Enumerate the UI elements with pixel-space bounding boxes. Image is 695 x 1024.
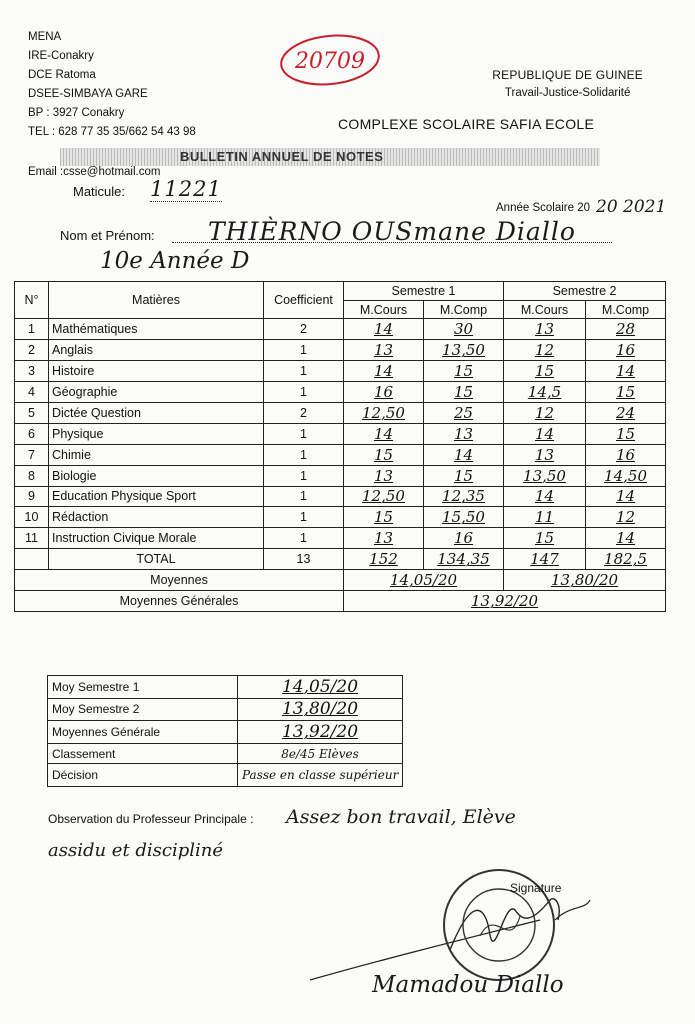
- summary-value: 8e/45 Elèves: [238, 743, 403, 764]
- coefficient: 1: [264, 423, 344, 444]
- observation-line-2: assidu et discipliné: [48, 840, 224, 861]
- s2-mcours: 14,5: [504, 382, 586, 403]
- summary-label: Moy Semestre 2: [48, 698, 238, 721]
- summary-row: [48, 676, 403, 699]
- subject-name: Géographie: [49, 382, 264, 403]
- row-number: 3: [15, 361, 49, 382]
- total-no-cell: [15, 549, 49, 570]
- grade-row: [15, 382, 666, 403]
- student-class: 10e Année D: [100, 248, 250, 274]
- col-header-coefficient: Coefficient: [264, 282, 344, 319]
- s2-mcomp: 15: [586, 423, 666, 444]
- s2-mcomp: 15: [586, 382, 666, 403]
- row-number: 9: [15, 486, 49, 507]
- grade-row: [15, 361, 666, 382]
- coefficient: 1: [264, 361, 344, 382]
- grade-row: [15, 465, 666, 486]
- row-number: 5: [15, 402, 49, 423]
- s2-mcomp: 24: [586, 402, 666, 423]
- grade-row: [15, 486, 666, 507]
- header-line: MENA: [28, 31, 62, 43]
- s2-mcours: 14: [504, 423, 586, 444]
- s1-mcours: 15: [344, 444, 424, 465]
- summary-label: Moyennes Générale: [48, 721, 238, 744]
- s1-mcours: 13: [344, 528, 424, 549]
- summary-label: Classement: [48, 743, 238, 764]
- s2-mcomp: 28: [586, 319, 666, 340]
- s2-mcomp: 14: [586, 361, 666, 382]
- s2-mcours: 15: [504, 361, 586, 382]
- ministry-header: [28, 28, 196, 142]
- grade-row: [15, 402, 666, 423]
- moyennes-generales-row: [15, 591, 666, 612]
- s2-mcomp: 16: [586, 340, 666, 361]
- s1-mcomp: 13: [424, 423, 504, 444]
- coefficient: 2: [264, 402, 344, 423]
- circled-number-text: 20709: [295, 49, 365, 74]
- grade-row: [15, 319, 666, 340]
- grade-row: [15, 340, 666, 361]
- s1-mcours: 13: [344, 465, 424, 486]
- school-name: COMPLEXE SCOLAIRE SAFIA ECOLE: [338, 116, 595, 132]
- s2-mcours: 13,50: [504, 465, 586, 486]
- s1-mcours: 14: [344, 361, 424, 382]
- s2-mcours: 11: [504, 507, 586, 528]
- subject-name: Physique: [49, 423, 264, 444]
- total-s1-mcomp: 134,35: [424, 549, 504, 570]
- grade-row: [15, 507, 666, 528]
- school-year-value: 20 2021: [596, 197, 667, 217]
- header-line: TEL : 628 77 35 35/662 54 43 98: [28, 126, 196, 138]
- summary-row: [48, 743, 403, 764]
- summary-value: 14,05/20: [238, 676, 403, 699]
- col-header-matieres: Matières: [49, 282, 264, 319]
- header-line: DSEE-SIMBAYA GARE: [28, 88, 148, 100]
- moyenne-s1: 14,05/20: [344, 570, 504, 591]
- observation-line-1: Assez bon travail, Elève: [286, 806, 516, 828]
- header-line: IRE-Conakry: [28, 50, 94, 62]
- moyennes-label: Moyennes: [15, 570, 344, 591]
- s2-mcours: 12: [504, 402, 586, 423]
- s1-mcomp: 15,50: [424, 507, 504, 528]
- s1-mcours: 14: [344, 423, 424, 444]
- s1-mcomp: 12,35: [424, 486, 504, 507]
- subject-name: Anglais: [49, 340, 264, 361]
- s1-mcours: 12,50: [344, 402, 424, 423]
- coefficient: 1: [264, 340, 344, 361]
- coefficient: 1: [264, 465, 344, 486]
- s2-mcomp: 16: [586, 444, 666, 465]
- moyenne-s2: 13,80/20: [504, 570, 666, 591]
- subject-name: Rédaction: [49, 507, 264, 528]
- country-motto: Travail-Justice-Solidarité: [504, 87, 631, 99]
- col-header-s1-mcomp: M.Comp: [424, 300, 504, 319]
- grade-row: [15, 444, 666, 465]
- s2-mcomp: 12: [586, 507, 666, 528]
- col-header-semestre-2: Semestre 2: [504, 282, 666, 301]
- subject-name: Chimie: [49, 444, 264, 465]
- row-number: 6: [15, 423, 49, 444]
- row-number: 7: [15, 444, 49, 465]
- s1-mcours: 13: [344, 340, 424, 361]
- row-number: 2: [15, 340, 49, 361]
- summary-row: [48, 698, 403, 721]
- s1-mcomp: 15: [424, 361, 504, 382]
- coefficient: 1: [264, 382, 344, 403]
- s1-mcomp: 16: [424, 528, 504, 549]
- matricule-value: 11221: [150, 177, 222, 201]
- grade-row: [15, 528, 666, 549]
- s2-mcomp: 14: [586, 528, 666, 549]
- subject-name: Mathématiques: [49, 319, 264, 340]
- s1-mcours: 15: [344, 507, 424, 528]
- s1-mcomp: 15: [424, 465, 504, 486]
- col-header-s2-mcours: M.Cours: [504, 300, 586, 319]
- col-header-s1-mcours: M.Cours: [344, 300, 424, 319]
- col-header-semestre-1: Semestre 1: [344, 282, 504, 301]
- summary-label: Moy Semestre 1: [48, 676, 238, 699]
- s2-mcours: 13: [504, 319, 586, 340]
- s1-mcomp: 13,50: [424, 340, 504, 361]
- subject-name: Instruction Civique Morale: [49, 528, 264, 549]
- col-header-no: N°: [15, 282, 49, 319]
- signer-name: Mamadou Diallo: [372, 972, 564, 998]
- bulletin-title: BULLETIN ANNUEL DE NOTES: [60, 148, 600, 166]
- student-name-value: THIÈRNO OUSmane Diallo: [208, 217, 576, 246]
- country-name: REPUBLIQUE DE GUINEE: [492, 68, 643, 82]
- s1-mcours: 12,50: [344, 486, 424, 507]
- row-number: 8: [15, 465, 49, 486]
- row-number: 11: [15, 528, 49, 549]
- coefficient: 1: [264, 444, 344, 465]
- subject-name: Biologie: [49, 465, 264, 486]
- total-label: TOTAL: [49, 549, 264, 570]
- summary-value: 13,80/20: [238, 698, 403, 721]
- moyennes-generales-label: Moyennes Générales: [15, 591, 344, 612]
- coefficient: 1: [264, 486, 344, 507]
- s2-mcomp: 14,50: [586, 465, 666, 486]
- observation-label: Observation du Professeur Principale :: [48, 812, 254, 826]
- total-s1-mcours: 152: [344, 549, 424, 570]
- header-line: DCE Ratoma: [28, 69, 96, 81]
- s1-mcours: 14: [344, 319, 424, 340]
- coefficient: 1: [264, 528, 344, 549]
- signature-label: Signature: [510, 881, 562, 895]
- row-number: 4: [15, 382, 49, 403]
- summary-value: 13,92/20: [238, 721, 403, 744]
- coefficient: 2: [264, 319, 344, 340]
- circled-number-annotation: [278, 32, 382, 88]
- country-header: [492, 66, 643, 102]
- s1-mcomp: 30: [424, 319, 504, 340]
- total-s2-mcours: 147: [504, 549, 586, 570]
- moyennes-row: [15, 570, 666, 591]
- school-year-label: Année Scolaire 20: [496, 202, 590, 214]
- grades-table: [14, 281, 666, 612]
- row-number: 1: [15, 319, 49, 340]
- total-coef: 13: [264, 549, 344, 570]
- header-line: BP : 3927 Conakry: [28, 107, 125, 119]
- subject-name: Education Physique Sport: [49, 486, 264, 507]
- s1-mcomp: 14: [424, 444, 504, 465]
- total-row: [15, 549, 666, 570]
- total-s2-mcomp: 182,5: [586, 549, 666, 570]
- summary-value: Passe en classe supérieur: [238, 764, 403, 787]
- row-number: 10: [15, 507, 49, 528]
- summary-table: [47, 675, 403, 787]
- subject-name: Dictée Question: [49, 402, 264, 423]
- col-header-s2-mcomp: M.Comp: [586, 300, 666, 319]
- s2-mcomp: 14: [586, 486, 666, 507]
- moyenne-generale-value: 13,92/20: [344, 591, 666, 612]
- s1-mcomp: 25: [424, 402, 504, 423]
- matricule-label: Maticule:: [73, 184, 126, 199]
- s2-mcours: 14: [504, 486, 586, 507]
- grade-row: [15, 423, 666, 444]
- summary-label: Décision: [48, 764, 238, 787]
- coefficient: 1: [264, 507, 344, 528]
- s2-mcours: 12: [504, 340, 586, 361]
- s1-mcomp: 15: [424, 382, 504, 403]
- s2-mcours: 15: [504, 528, 586, 549]
- school-email: Email :csse@hotmail.com: [28, 166, 161, 178]
- s2-mcours: 13: [504, 444, 586, 465]
- subject-name: Histoire: [49, 361, 264, 382]
- summary-row: [48, 721, 403, 744]
- summary-row: [48, 764, 403, 787]
- student-name-label: Nom et Prénom:: [60, 228, 155, 243]
- s1-mcours: 16: [344, 382, 424, 403]
